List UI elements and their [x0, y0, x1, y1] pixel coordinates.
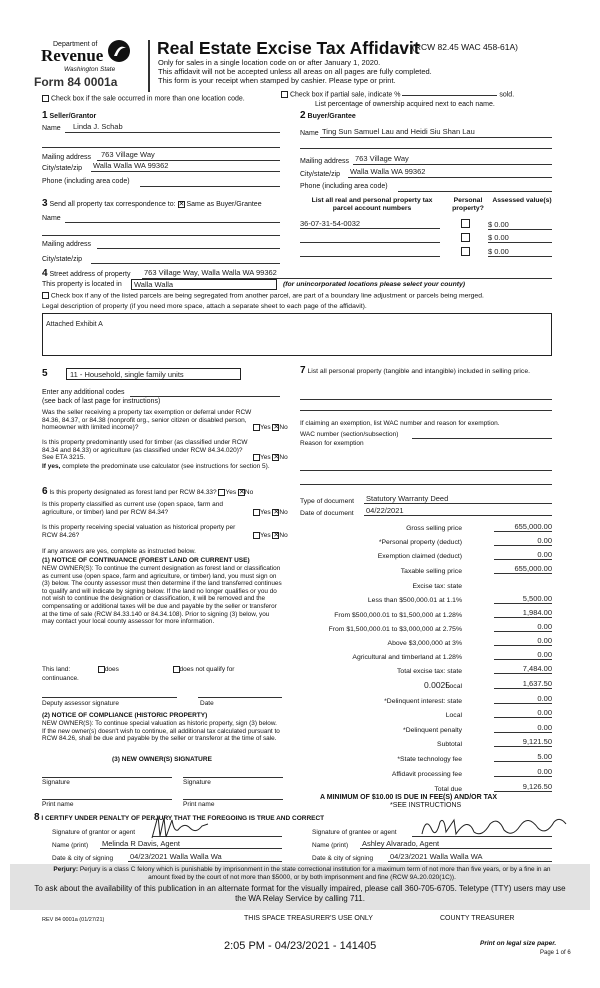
- agricultural-label: Agricultural and timberland at 1.28%: [352, 654, 462, 661]
- owner-print-label-2: Print name: [183, 801, 215, 808]
- q6-1-text: Is this property designated as forest land per RCW 84.33?: [49, 489, 217, 496]
- personal-property-field-1[interactable]: [300, 399, 552, 400]
- multi-location-label: Check box if the sale occurred in more than one location code.: [50, 95, 245, 103]
- legal-label: Legal description of property (if you need more space, attach a separate sheet to each page of the affidavit).: [42, 303, 367, 310]
- segregated-checkbox[interactable]: [42, 292, 49, 299]
- segregated-row: [42, 292, 484, 299]
- exemption-claim-note: If claiming an exemption, list WAC number and reason for exemption.: [300, 420, 500, 427]
- legal-description-field[interactable]: [42, 313, 552, 356]
- if-yes-note: If any answers are yes, complete as instructed below.: [42, 548, 196, 555]
- street-value: 763 Village Way, Walla Walla WA 99362: [144, 268, 277, 277]
- certify-text: I CERTIFY UNDER PENALTY OF PERJURY THAT THE FOREGOING IS TRUE AND CORRECT: [41, 815, 325, 822]
- header-divider: [148, 40, 150, 92]
- deputy-signature-label: Deputy assessor signature: [42, 700, 119, 707]
- tier1-label: Less than $500,000.01 at 1.1%: [367, 597, 462, 604]
- same-as-buyer-label: Same as Buyer/Grantee: [186, 201, 262, 208]
- grantee-name-label: Name (print): [312, 842, 349, 849]
- excise-state-label: Excise tax: state: [412, 583, 462, 590]
- parcel-number-1[interactable]: 36-07-31-54-0032: [300, 219, 440, 229]
- grantor-date-label: Date & city of signing: [52, 855, 114, 862]
- seller-name-line-2: [42, 147, 280, 148]
- grantee-name-field[interactable]: [360, 839, 552, 849]
- partial-sale-checkbox[interactable]: [281, 91, 288, 98]
- new-owner-signature-title: (3) NEW OWNER(S) SIGNATURE: [112, 756, 212, 763]
- this-land-row: This land: does does not qualify for: [42, 666, 235, 674]
- buyer-name-field[interactable]: [320, 127, 552, 138]
- segregated-label: Check box if any of the listed parcels are being segregated from another parcel, are part of a boundary line adjustment or parcels being merged.: [50, 292, 484, 300]
- seller-mailing-field[interactable]: [97, 150, 280, 161]
- tier2-value[interactable]: 1,984.00: [494, 608, 552, 618]
- located-label: This property is located in: [42, 281, 122, 288]
- revenue-logo-icon: [108, 40, 130, 62]
- legal-description-value: Attached Exhibit A: [46, 321, 103, 328]
- parcels-header-personal: Personal property?: [452, 197, 484, 212]
- tier4-label: Above $3,000,000 at 3%: [387, 640, 462, 647]
- use-code-value: 11 - Household, single family units: [70, 370, 184, 379]
- wac-label: WAC number (section/subsection): [300, 431, 399, 438]
- seller-name-value: Linda J. Schab: [73, 122, 123, 131]
- header-line-1: Only for sales in a single location code on or after January 1, 2020.: [158, 58, 381, 67]
- owner-print-field-2[interactable]: [183, 799, 283, 800]
- form-rcw: (RCW 82.45 WAC 458-61A): [412, 42, 518, 52]
- owner-signature-field-2[interactable]: [183, 777, 283, 778]
- buyer-city-label: City/state/zip: [300, 171, 341, 178]
- parcel-value-2[interactable]: $ 0.00: [488, 233, 552, 243]
- reason-field-2[interactable]: [300, 484, 552, 485]
- parcel-personal-checkbox-1[interactable]: [461, 219, 470, 228]
- rev-number: REV 84 0001a (01/27/21): [42, 917, 105, 923]
- parcel-personal-checkbox-2[interactable]: [461, 233, 470, 242]
- personal-property-field-2[interactable]: [300, 410, 552, 411]
- gross-value[interactable]: 655,000.00: [494, 522, 552, 532]
- tier4-value[interactable]: 0.00: [494, 636, 552, 646]
- taxable-label: Taxable selling price: [400, 568, 462, 575]
- q6-2-yes-checkbox[interactable]: [253, 509, 260, 516]
- delinquent-local-label: Local: [445, 712, 462, 719]
- unincorporated-note: (for unincorporated locations please select your county): [283, 281, 466, 288]
- parcel-value-1[interactable]: $ 0.00: [488, 220, 552, 230]
- tier2-label: From $500,000.01 to $1,500,000 at 1.28%: [334, 612, 462, 619]
- grantee-date-field[interactable]: [388, 852, 552, 862]
- buyer-name-line-2: [300, 148, 552, 149]
- street-row: [42, 268, 130, 279]
- county-treasurer: COUNTY TREASURER: [440, 915, 515, 922]
- tech-fee-value[interactable]: 5.00: [494, 752, 552, 762]
- exemption-label: Exemption claimed (deduct): [377, 553, 462, 560]
- ownership-note: List percentage of ownership acquired next to each name.: [315, 101, 495, 108]
- delinquent-local-value[interactable]: 0.00: [494, 708, 552, 718]
- delinquent-state-label: *Delinquent interest: state: [384, 698, 462, 705]
- taxable-value[interactable]: 655,000.00: [494, 564, 552, 574]
- local-value[interactable]: 1,637.50: [494, 679, 552, 689]
- local-label: Local: [445, 683, 462, 690]
- land-does-checkbox[interactable]: [98, 666, 105, 673]
- section-6-number: 6: [42, 486, 48, 497]
- doc-type-field[interactable]: [364, 494, 552, 504]
- owner-signature-field-1[interactable]: [42, 777, 172, 778]
- reason-field-1[interactable]: [300, 470, 552, 471]
- correspondence-row: [42, 198, 262, 209]
- owner-signature-label-1: Signature: [42, 779, 70, 786]
- section-4-number: 4: [42, 268, 48, 279]
- seller-city-value: Walla Walla WA 99362: [93, 161, 169, 170]
- multi-location-checkbox[interactable]: [42, 95, 49, 102]
- parcel-number-3[interactable]: [300, 247, 440, 257]
- corr-mailing-field[interactable]: [97, 248, 280, 249]
- seller-phone-label: Phone (including area code): [42, 178, 130, 185]
- seller-city-field[interactable]: [91, 161, 280, 172]
- buyer-name-value: Ting Sun Samuel Lau and Heidi Siu Shan Lau: [322, 127, 475, 136]
- subtotal-value[interactable]: 9,121.50: [494, 737, 552, 747]
- q6-1-row: 6 Is this property designated as forest land per RCW 84.33? Yes ✕ No: [42, 486, 253, 497]
- q6-3-text: Is this property receiving special valuation as historical property per RCW 84.26?: [42, 524, 236, 539]
- multi-location-row: [42, 95, 245, 102]
- see-instructions-note: *SEE INSTRUCTIONS: [390, 802, 462, 809]
- corr-name-line-2: [42, 235, 280, 236]
- section-7-text: 7 List all personal property (tangible and intangible) included in selling price.: [300, 365, 530, 376]
- located-select[interactable]: [131, 279, 277, 290]
- section-7-number: 7: [300, 365, 306, 376]
- tech-fee-label: *State technology fee: [397, 756, 462, 763]
- see-back-label: (see back of last page for instructions): [42, 398, 161, 405]
- revenue-logo-text: Revenue: [41, 46, 104, 65]
- q5-2-note: If yes, complete the predominate use calculator (see instructions for section 5).: [42, 463, 270, 470]
- cashier-stamp: 2:05 PM - 04/23/2021 - 141405: [224, 940, 377, 952]
- land-does-not-checkbox[interactable]: [173, 666, 180, 673]
- continuance-label: continuance.: [42, 675, 79, 682]
- notice-2-title: (2) NOTICE OF COMPLIANCE (HISTORIC PROPERTY): [42, 712, 208, 719]
- q5-2-options: Yes ✕ No: [253, 454, 288, 461]
- exemption-value[interactable]: 0.00: [494, 550, 552, 560]
- doc-date-field[interactable]: [364, 506, 552, 516]
- alt-format-text: To ask about the availability of this publication in an alternate format for the visually impaired, please call 360-705-6705. Teletype (TTY) users may use the WA Relay Service by calling 711.: [34, 884, 566, 903]
- grantor-date-value: 04/23/2021 Walla Walla Wa: [130, 852, 222, 861]
- notice-1-body: NEW OWNER(S): To continue the current designation as forest land or classification as current use (open space, farm and agriculture, or timber) land, you must sign on (3) below. The county assessor must then determine if the land transferred continues to qualify and will indicate by signing below. If the land no longer qualifies or you do not wish to continue the designation or classification, it will be removed and the compensating or additional taxes will be due and payable by the seller or transferor at the time of sale (RCW 84.33.140 or 84.34.108). Prior to signing (3) below, you may contact your local county assessor for more information.: [42, 565, 282, 626]
- partial-sale-percent-field[interactable]: [402, 95, 497, 96]
- buyer-city-value: Walla Walla WA 99362: [350, 167, 426, 176]
- section-3-number: 3: [42, 198, 48, 209]
- seller-name-label: Name: [42, 125, 61, 132]
- wac-field[interactable]: [412, 438, 552, 439]
- q6-3-options: Yes ✕ No: [253, 532, 288, 539]
- doc-date-value: 04/22/2021: [366, 506, 404, 515]
- parcels-header-assessed: Assessed value(s): [492, 197, 552, 204]
- penalty-value[interactable]: 0.00: [494, 723, 552, 733]
- seller-mailing-label: Mailing address: [42, 154, 92, 161]
- total-due-label: Total due: [434, 786, 462, 793]
- notice-2-body: NEW OWNER(S): To continue special valuation as historic property, sign (3) below. If the new owner(s) doesn't wish to continue, all additional tax calculated pursuant to RCW 84.26, shall be due and payable by the seller or transferor at the time of sale.: [42, 720, 280, 743]
- grantor-signature-image: [150, 812, 210, 842]
- affidavit-fee-label: Affidavit processing fee: [391, 771, 462, 778]
- q6-2-options: Yes ✕ No: [253, 509, 288, 516]
- gross-label: Gross selling price: [406, 525, 462, 532]
- buyer-phone-label: Phone (including area code): [300, 183, 388, 190]
- section-1-number: 1: [42, 110, 48, 121]
- seller-heading: [42, 110, 96, 121]
- personal-label: *Personal property (deduct): [378, 539, 462, 546]
- owner-print-label-1: Print name: [42, 801, 74, 808]
- form-title: Real Estate Excise Tax Affidavit: [157, 38, 420, 58]
- grantee-signature-label: Signature of grantee or agent: [312, 829, 397, 836]
- q5-2-text: Is this property predominantly used for timber (as classified under RCW 84.34 and 84.33) or agriculture (as classified under RCW 84.34.020)? See ETA 3215.: [42, 439, 248, 461]
- q6-3-yes-checkbox[interactable]: [253, 532, 260, 539]
- corr-name-field[interactable]: [65, 222, 280, 223]
- corr-name-label: Name: [42, 215, 61, 222]
- grantor-signature-label: Signature of grantor or agent: [52, 829, 136, 836]
- additional-codes-label: Enter any additional codes: [42, 389, 125, 396]
- tier3-value[interactable]: 0.00: [494, 622, 552, 632]
- section-8-number: 8: [34, 812, 40, 823]
- agricultural-value[interactable]: 0.00: [494, 650, 552, 660]
- partial-sale-row: [281, 91, 514, 98]
- reason-label: Reason for exemption: [300, 440, 364, 447]
- local-rate-value: 0.0025: [424, 680, 450, 690]
- tier3-label: From $1,500,000.01 to $3,000,000 at 2.75%: [328, 626, 462, 633]
- grantee-name-value: Ashley Alvarado, Agent: [362, 839, 440, 848]
- additional-codes-field[interactable]: [130, 396, 280, 397]
- correspondence-label: Send all property tax correspondence to:: [49, 201, 176, 208]
- seller-city-label: City/state/zip: [42, 165, 83, 172]
- owner-print-field-1[interactable]: [42, 799, 172, 800]
- parcel-number-2[interactable]: [300, 233, 440, 243]
- buyer-city-field[interactable]: [348, 167, 552, 178]
- use-code-select[interactable]: [66, 368, 241, 380]
- q5-1-text: Was the seller receiving a property tax exemption or deferral under RCW 84.36, 84.37, or 84.38 (nonprofit org., senior citizen or disabled person, homeowner with limited income)?: [42, 409, 252, 431]
- doc-date-label: Date of document: [300, 510, 354, 517]
- q6-3-no-checkbox[interactable]: [272, 532, 279, 539]
- treasurer-use-only: THIS SPACE TREASURER'S USE ONLY: [244, 915, 373, 922]
- delinquent-state-value[interactable]: 0.00: [494, 694, 552, 704]
- parcel-personal-checkbox-3[interactable]: [461, 247, 470, 256]
- buyer-mailing-value: 763 Village Way: [355, 154, 409, 163]
- owner-signature-label-2: Signature: [183, 779, 211, 786]
- personal-value[interactable]: 0.00: [494, 536, 552, 546]
- partial-sale-sold: sold.: [499, 91, 515, 99]
- affidavit-fee-value[interactable]: 0.00: [494, 767, 552, 777]
- q5-1-yes-checkbox[interactable]: [253, 424, 260, 431]
- buyer-heading: [300, 110, 356, 121]
- q5-1-options: Yes ✕ No: [253, 424, 288, 431]
- form-number: Form 84 0001a: [34, 75, 118, 89]
- partial-sale-label: Check box if partial sale, indicate %: [289, 91, 401, 99]
- corr-city-field[interactable]: [91, 263, 280, 264]
- q5-1-no-checkbox[interactable]: [272, 424, 279, 431]
- q5-2-yes-checkbox[interactable]: [253, 454, 260, 461]
- corr-mailing-label: Mailing address: [42, 241, 92, 248]
- deputy-date-label: Date: [200, 700, 214, 707]
- parcel-value-3[interactable]: $ 0.00: [488, 247, 552, 257]
- total-state-value[interactable]: 7,484.00: [494, 664, 552, 674]
- total-state-label: Total excise tax: state: [397, 668, 462, 675]
- deputy-signature-field[interactable]: [42, 697, 177, 698]
- grantor-name-field[interactable]: [100, 839, 282, 849]
- buyer-name-label: Name: [300, 130, 319, 137]
- section-2-number: 2: [300, 110, 306, 121]
- q5-2-no-checkbox[interactable]: [272, 454, 279, 461]
- seller-mailing-value: 763 Village Way: [101, 150, 155, 159]
- minimum-note: A MINIMUM OF $10.00 IS DUE IN FEE(S) AND/OR TAX: [320, 794, 498, 801]
- header-line-3: This form is your receipt when stamped by cashier. Please type or print.: [158, 76, 396, 85]
- grantor-name-value: Melinda R Davis, Agent: [102, 839, 180, 848]
- subtotal-label: Subtotal: [437, 741, 462, 748]
- q6-2-text: Is this property classified as current use (open space, farm and agriculture, or timber) land per RCW 84.34?: [42, 501, 224, 516]
- buyer-mailing-label: Mailing address: [300, 158, 350, 165]
- deputy-date-field[interactable]: [198, 697, 282, 698]
- seller-heading-label: Seller/Grantor: [49, 113, 97, 120]
- doc-type-label: Type of document: [300, 498, 355, 505]
- total-due-value[interactable]: 9,126.50: [494, 782, 552, 792]
- grantee-date-label: Date & city of signing: [312, 855, 374, 862]
- corr-city-label: City/state/zip: [42, 256, 83, 263]
- located-value: Walla Walla: [134, 280, 174, 289]
- seller-phone-field[interactable]: [140, 186, 280, 187]
- tier1-value[interactable]: 5,500.00: [494, 594, 552, 604]
- buyer-heading-label: Buyer/Grantee: [307, 113, 356, 120]
- penalty-label: *Delinquent penalty: [403, 727, 462, 734]
- street-label: Street address of property: [49, 271, 131, 278]
- seller-name-field[interactable]: [65, 122, 280, 133]
- same-as-buyer-checkbox[interactable]: [178, 201, 185, 208]
- doc-type-value: Statutory Warranty Deed: [366, 494, 449, 503]
- dept-of: Department of: [53, 41, 98, 48]
- print-legal-note: Print on legal size paper.: [480, 940, 557, 947]
- grantee-date-value: 04/23/2021 Walla Walla WA: [390, 852, 483, 861]
- perjury-text: Perjury: Perjury is a class C felony which is punishable by imprisonment in the state correctional institution for a maximum term of not more than five years, or by a fine in an amount fixed by the court of not more than $5000, or by both imprisonment and fine (RCW 9A.20.020(1C)).: [53, 866, 551, 881]
- washington-state: Washington State: [64, 66, 116, 73]
- header-line-2: This affidavit will not be accepted unless all areas on all pages are fully completed.: [158, 67, 432, 76]
- street-field[interactable]: [142, 268, 552, 279]
- q6-2-no-checkbox[interactable]: [272, 509, 279, 516]
- buyer-mailing-field[interactable]: [353, 154, 552, 165]
- grantor-date-field[interactable]: [128, 852, 282, 862]
- grantor-name-label: Name (print): [52, 842, 89, 849]
- parcels-header-list: List all real and personal property tax parcel account numbers: [311, 197, 433, 212]
- buyer-phone-field[interactable]: [398, 191, 552, 192]
- q6-1-no-checkbox[interactable]: [238, 489, 245, 496]
- section-5-number: 5: [42, 368, 48, 379]
- grantee-signature-image: [420, 812, 570, 842]
- notice-1-title: (1) NOTICE OF CONTINUANCE (FOREST LAND OR CURRENT USE): [42, 557, 250, 564]
- page-number: Page 1 of 6: [540, 950, 571, 956]
